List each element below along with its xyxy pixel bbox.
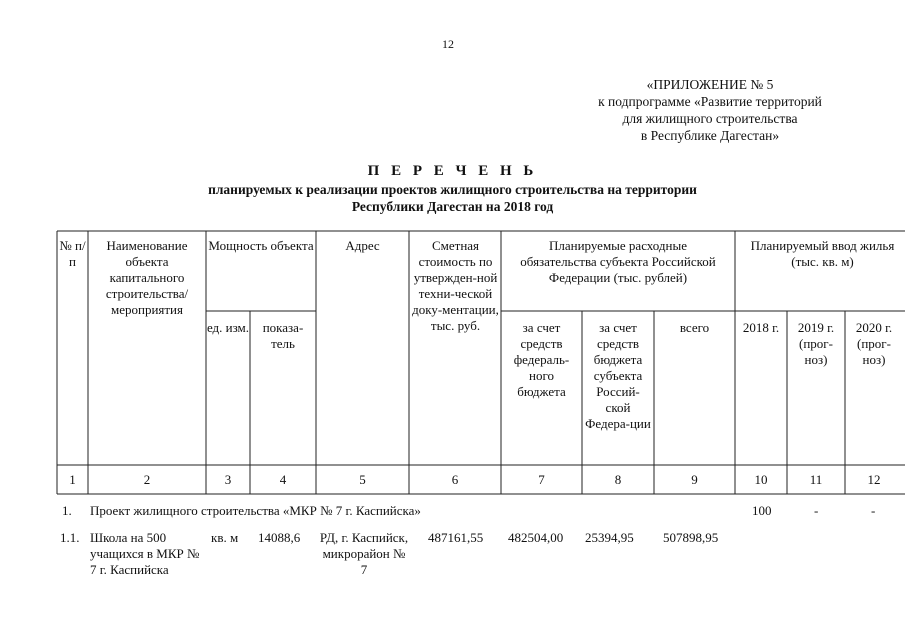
column-number: 3 (224, 472, 232, 487)
header-obligations: Планируемые расходные обязательства субъекта Российской Федерации (тыс. рублей) (520, 238, 716, 285)
row-name: Проект жилищного строительства «МКР № 7 г. Каспийска» (90, 503, 421, 518)
column-number: 9 (691, 472, 698, 487)
row-address: РД, г. Каспийск, микрорайон № 7 (319, 530, 409, 577)
header-address: Адрес (345, 238, 380, 253)
column-number: 7 (538, 472, 545, 487)
document-heading: П Е Р Е Ч Е Н Ь (367, 163, 538, 179)
header-federal: за счет средств федераль-ного бюджета (513, 320, 570, 399)
page-number: 12 (442, 37, 454, 51)
row-2020: - (871, 503, 876, 518)
column-number: 4 (279, 472, 287, 487)
row-number: 1.1. (60, 530, 80, 545)
header-no: № п/п (59, 238, 86, 269)
column-number: 5 (359, 472, 366, 487)
row-2018: 100 (752, 503, 772, 518)
subtitle-line: Республики Дагестан на 2018 год (351, 199, 554, 214)
header-total: всего (679, 320, 710, 335)
subtitle-line: планируемых к реализации проектов жилищного строительства на территории (208, 182, 697, 197)
column-number: 10 (754, 472, 768, 487)
annex-line: в Республике Дагестан» (640, 128, 780, 143)
row-cost: 487161,55 (428, 530, 484, 545)
row-total: 507898,95 (663, 530, 719, 545)
header-indicator: показа-тель (262, 320, 304, 351)
annex-line: к подпрограмме «Развитие территорий (598, 94, 822, 109)
header-housing: Планируемый ввод жилья (тыс. кв. м) (750, 238, 895, 269)
row-regional: 25394,95 (585, 530, 634, 545)
header-name: Наименование объекта капитального строительства/ мероприятия (105, 238, 189, 317)
column-number: 8 (614, 472, 622, 487)
row-2019: - (814, 503, 819, 518)
header-unit: ед. изм. (206, 320, 250, 335)
row-federal: 482504,00 (508, 530, 564, 545)
column-number: 6 (451, 472, 459, 487)
column-number: 11 (809, 472, 823, 487)
row-number: 1. (62, 503, 72, 518)
header-2019: 2019 г. (прог-ноз) (797, 320, 835, 367)
annex-line: «ПРИЛОЖЕНИЕ № 5 (646, 77, 774, 92)
row-name: Школа на 500 учащихся в МКР № 7 г. Каспийска (90, 530, 200, 577)
header-2020: 2020 г. (прог-ноз) (855, 320, 893, 367)
row-unit: кв. м (211, 530, 239, 545)
header-cost: Сметная стоимость по утвержден-ной техни-ческой доку-ментации, тыс. руб. (412, 238, 499, 333)
annex-line: для жилищного строительства (622, 111, 798, 126)
column-number: 1 (69, 472, 76, 487)
header-2018: 2018 г. (742, 320, 780, 335)
column-number: 2 (143, 472, 151, 487)
row-indicator: 14088,6 (258, 530, 301, 545)
header-capacity: Мощность объекта (208, 238, 314, 253)
header-regional: за счет средств бюджета субъекта Россий-ской Федера-ции (585, 320, 651, 431)
column-number: 12 (867, 472, 881, 487)
